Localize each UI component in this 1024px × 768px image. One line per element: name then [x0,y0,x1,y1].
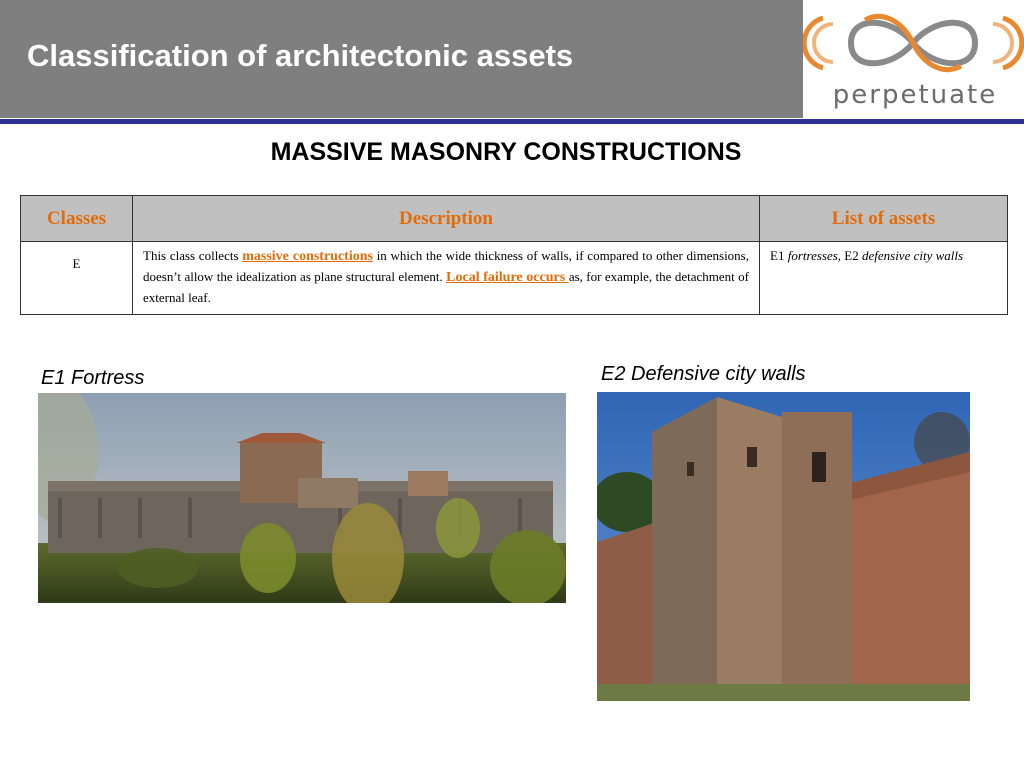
asset-code: E1 [770,248,788,263]
description-text: This class collects [143,248,243,263]
classification-table [20,195,1008,315]
asset-e2-name: defensive city walls [861,248,964,263]
perpetuate-logo [803,0,1024,118]
description-text: as, for example, the detachment of external leaf. [143,269,749,305]
header-description: Description [133,196,760,242]
highlight-local-failure: Local failure occurs [446,270,569,285]
asset-separator: , E2 [837,248,862,263]
description-cell [133,242,760,315]
section-title: MASSIVE MASONRY CONSTRUCTIONS [270,138,742,166]
header-list-of-assets: List of assets [760,196,1008,242]
class-letter-cell: E [21,242,133,315]
fortress-photo [38,393,566,603]
walls-caption: E2 Defensive city walls [601,363,806,385]
header-classes: Classes [21,196,133,242]
city-walls-photo [597,392,970,701]
description-text: in which the wide thickness of walls, if compared to other dimensions, doesn’t allow the idealization as plane structural element. [143,248,749,284]
table-row [21,242,1008,315]
assets-cell [760,242,1008,315]
slide-title: Classification of architectonic assets [27,38,574,73]
fortress-caption: E1 Fortress [41,367,145,389]
table-header-row [21,196,1008,242]
logo-wordmark: perpetuate [832,80,998,110]
header-divider [0,119,1024,124]
highlight-massive-constructions: massive constructions [242,249,373,264]
infinity-logo-icon [803,0,1024,80]
asset-e1-name: fortresses [787,248,838,263]
